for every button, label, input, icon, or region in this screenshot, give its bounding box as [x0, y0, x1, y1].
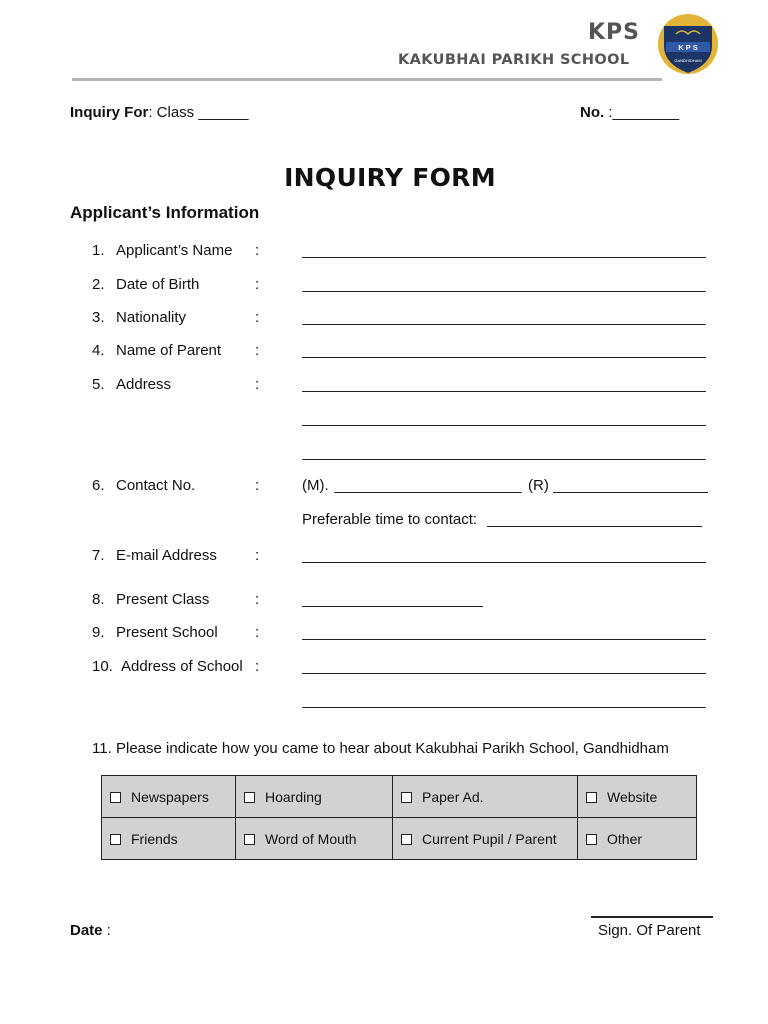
field-number: 10. — [92, 658, 113, 675]
field-number: 2. — [92, 276, 105, 293]
field-label: Address of School — [121, 658, 243, 675]
field-colon: : — [255, 342, 260, 359]
field-label: Date of Birth — [116, 276, 200, 293]
inquiry-for-label: Inquiry For — [70, 104, 149, 121]
field-row-nationality — [0, 309, 768, 331]
field-number: 1. — [92, 242, 105, 259]
option-friends[interactable] — [102, 818, 236, 860]
address-line-3[interactable] — [302, 459, 706, 460]
checkbox-icon[interactable] — [244, 834, 255, 845]
option-word-of-mouth[interactable] — [236, 818, 393, 860]
checkbox-icon[interactable] — [586, 834, 597, 845]
source-options-table — [101, 775, 697, 860]
applicant-name-line[interactable] — [302, 257, 706, 258]
field-number: 4. — [92, 342, 105, 359]
logo-subtext: GANDHIDHAM — [674, 58, 702, 63]
signature-label: Sign. Of Parent — [598, 922, 701, 939]
mobile-line[interactable] — [334, 492, 522, 493]
field-label: E-mail Address — [116, 547, 217, 564]
field-label: Contact No. — [116, 477, 196, 494]
field-colon: : — [255, 624, 260, 641]
option-label: Word of Mouth — [265, 830, 357, 847]
option-website[interactable] — [578, 776, 697, 818]
question-text: Please indicate how you came to hear about Kakubhai Parikh School, Gandhidham — [116, 740, 669, 757]
name-of-parent-line[interactable] — [302, 357, 706, 358]
field-label: Applicant’s Name — [116, 242, 233, 259]
field-colon: : — [255, 547, 260, 564]
date-field[interactable] — [70, 922, 111, 939]
table-row — [102, 776, 697, 818]
field-label: Address — [116, 376, 172, 393]
page-title: INQUIRY FORM — [284, 163, 496, 192]
field-colon: : — [255, 309, 260, 326]
preferable-time-label: Preferable time to contact: — [302, 511, 478, 528]
address-of-school-line-1[interactable] — [302, 673, 706, 674]
field-colon: : — [255, 376, 260, 393]
field-number: 8. — [92, 591, 105, 608]
field-row-preferable-time — [0, 511, 768, 533]
form-number — [580, 104, 679, 121]
field-number: 5. — [92, 376, 105, 393]
address-line-1[interactable] — [302, 391, 706, 392]
signature-line[interactable] — [591, 916, 713, 918]
present-class-line[interactable] — [302, 606, 483, 607]
school-name: KAKUBHAI PARIKH SCHOOL — [398, 52, 630, 68]
field-colon: : — [255, 242, 260, 259]
inquiry-for — [70, 104, 248, 121]
field-row-contact-no — [0, 477, 768, 499]
brand-short: KPS — [588, 20, 641, 45]
table-row — [102, 818, 697, 860]
field-row-present-class — [0, 591, 768, 613]
field-row-present-school — [0, 624, 768, 646]
checkbox-icon[interactable] — [244, 792, 255, 803]
option-newspapers[interactable] — [102, 776, 236, 818]
option-label: Paper Ad. — [422, 788, 484, 805]
section-title: Applicant’s Information — [70, 203, 260, 222]
nationality-line[interactable] — [302, 324, 706, 325]
field-colon: : — [255, 591, 260, 608]
option-label: Website — [607, 788, 658, 805]
field-row-address — [0, 376, 768, 398]
mobile-label: (M). — [302, 477, 329, 494]
option-label: Current Pupil / Parent — [422, 830, 557, 847]
date-label: Date — [70, 922, 103, 939]
inquiry-for-value[interactable]: : Class ______ — [148, 104, 249, 121]
field-label: Name of Parent — [116, 342, 222, 359]
date-colon: : — [102, 922, 111, 939]
email-line[interactable] — [302, 562, 706, 563]
field-colon: : — [255, 477, 260, 494]
checkbox-icon[interactable] — [110, 834, 121, 845]
residence-line[interactable] — [553, 492, 708, 493]
option-hoarding[interactable] — [236, 776, 393, 818]
field-label: Nationality — [116, 309, 187, 326]
checkbox-icon[interactable] — [586, 792, 597, 803]
address-line-2[interactable] — [302, 425, 706, 426]
checkbox-icon[interactable] — [110, 792, 121, 803]
option-other[interactable] — [578, 818, 697, 860]
field-number: 6. — [92, 477, 105, 494]
checkbox-icon[interactable] — [401, 834, 412, 845]
school-logo-icon — [656, 12, 720, 76]
date-of-birth-line[interactable] — [302, 291, 706, 292]
option-label: Other — [607, 830, 643, 847]
question-number: 11. — [92, 740, 112, 757]
field-number: 3. — [92, 309, 105, 326]
field-label: Present Class — [116, 591, 210, 608]
header-rule — [72, 78, 662, 81]
field-colon: : — [255, 276, 260, 293]
field-label: Present School — [116, 624, 218, 641]
field-number: 9. — [92, 624, 105, 641]
form-number-label: No. — [580, 104, 605, 121]
form-number-value[interactable]: :________ — [604, 104, 680, 121]
present-school-line[interactable] — [302, 639, 706, 640]
address-of-school-line-2[interactable] — [302, 707, 706, 708]
field-row-address-of-school — [0, 658, 768, 680]
checkbox-icon[interactable] — [401, 792, 412, 803]
logo-text: K P S — [678, 43, 698, 52]
preferable-time-line[interactable] — [487, 526, 702, 527]
field-row-email — [0, 547, 768, 569]
option-label: Friends — [131, 830, 178, 847]
question-hear-about — [0, 740, 768, 762]
residence-label: (R) — [528, 477, 549, 494]
field-row-applicant-name — [0, 242, 768, 264]
field-number: 7. — [92, 547, 105, 564]
option-current-pupil-parent[interactable] — [393, 818, 578, 860]
option-label: Hoarding — [265, 788, 322, 805]
option-label: Newspapers — [131, 788, 209, 805]
field-colon: : — [255, 658, 260, 675]
field-row-name-of-parent — [0, 342, 768, 364]
field-row-date-of-birth — [0, 276, 768, 298]
option-paper-ad[interactable] — [393, 776, 578, 818]
